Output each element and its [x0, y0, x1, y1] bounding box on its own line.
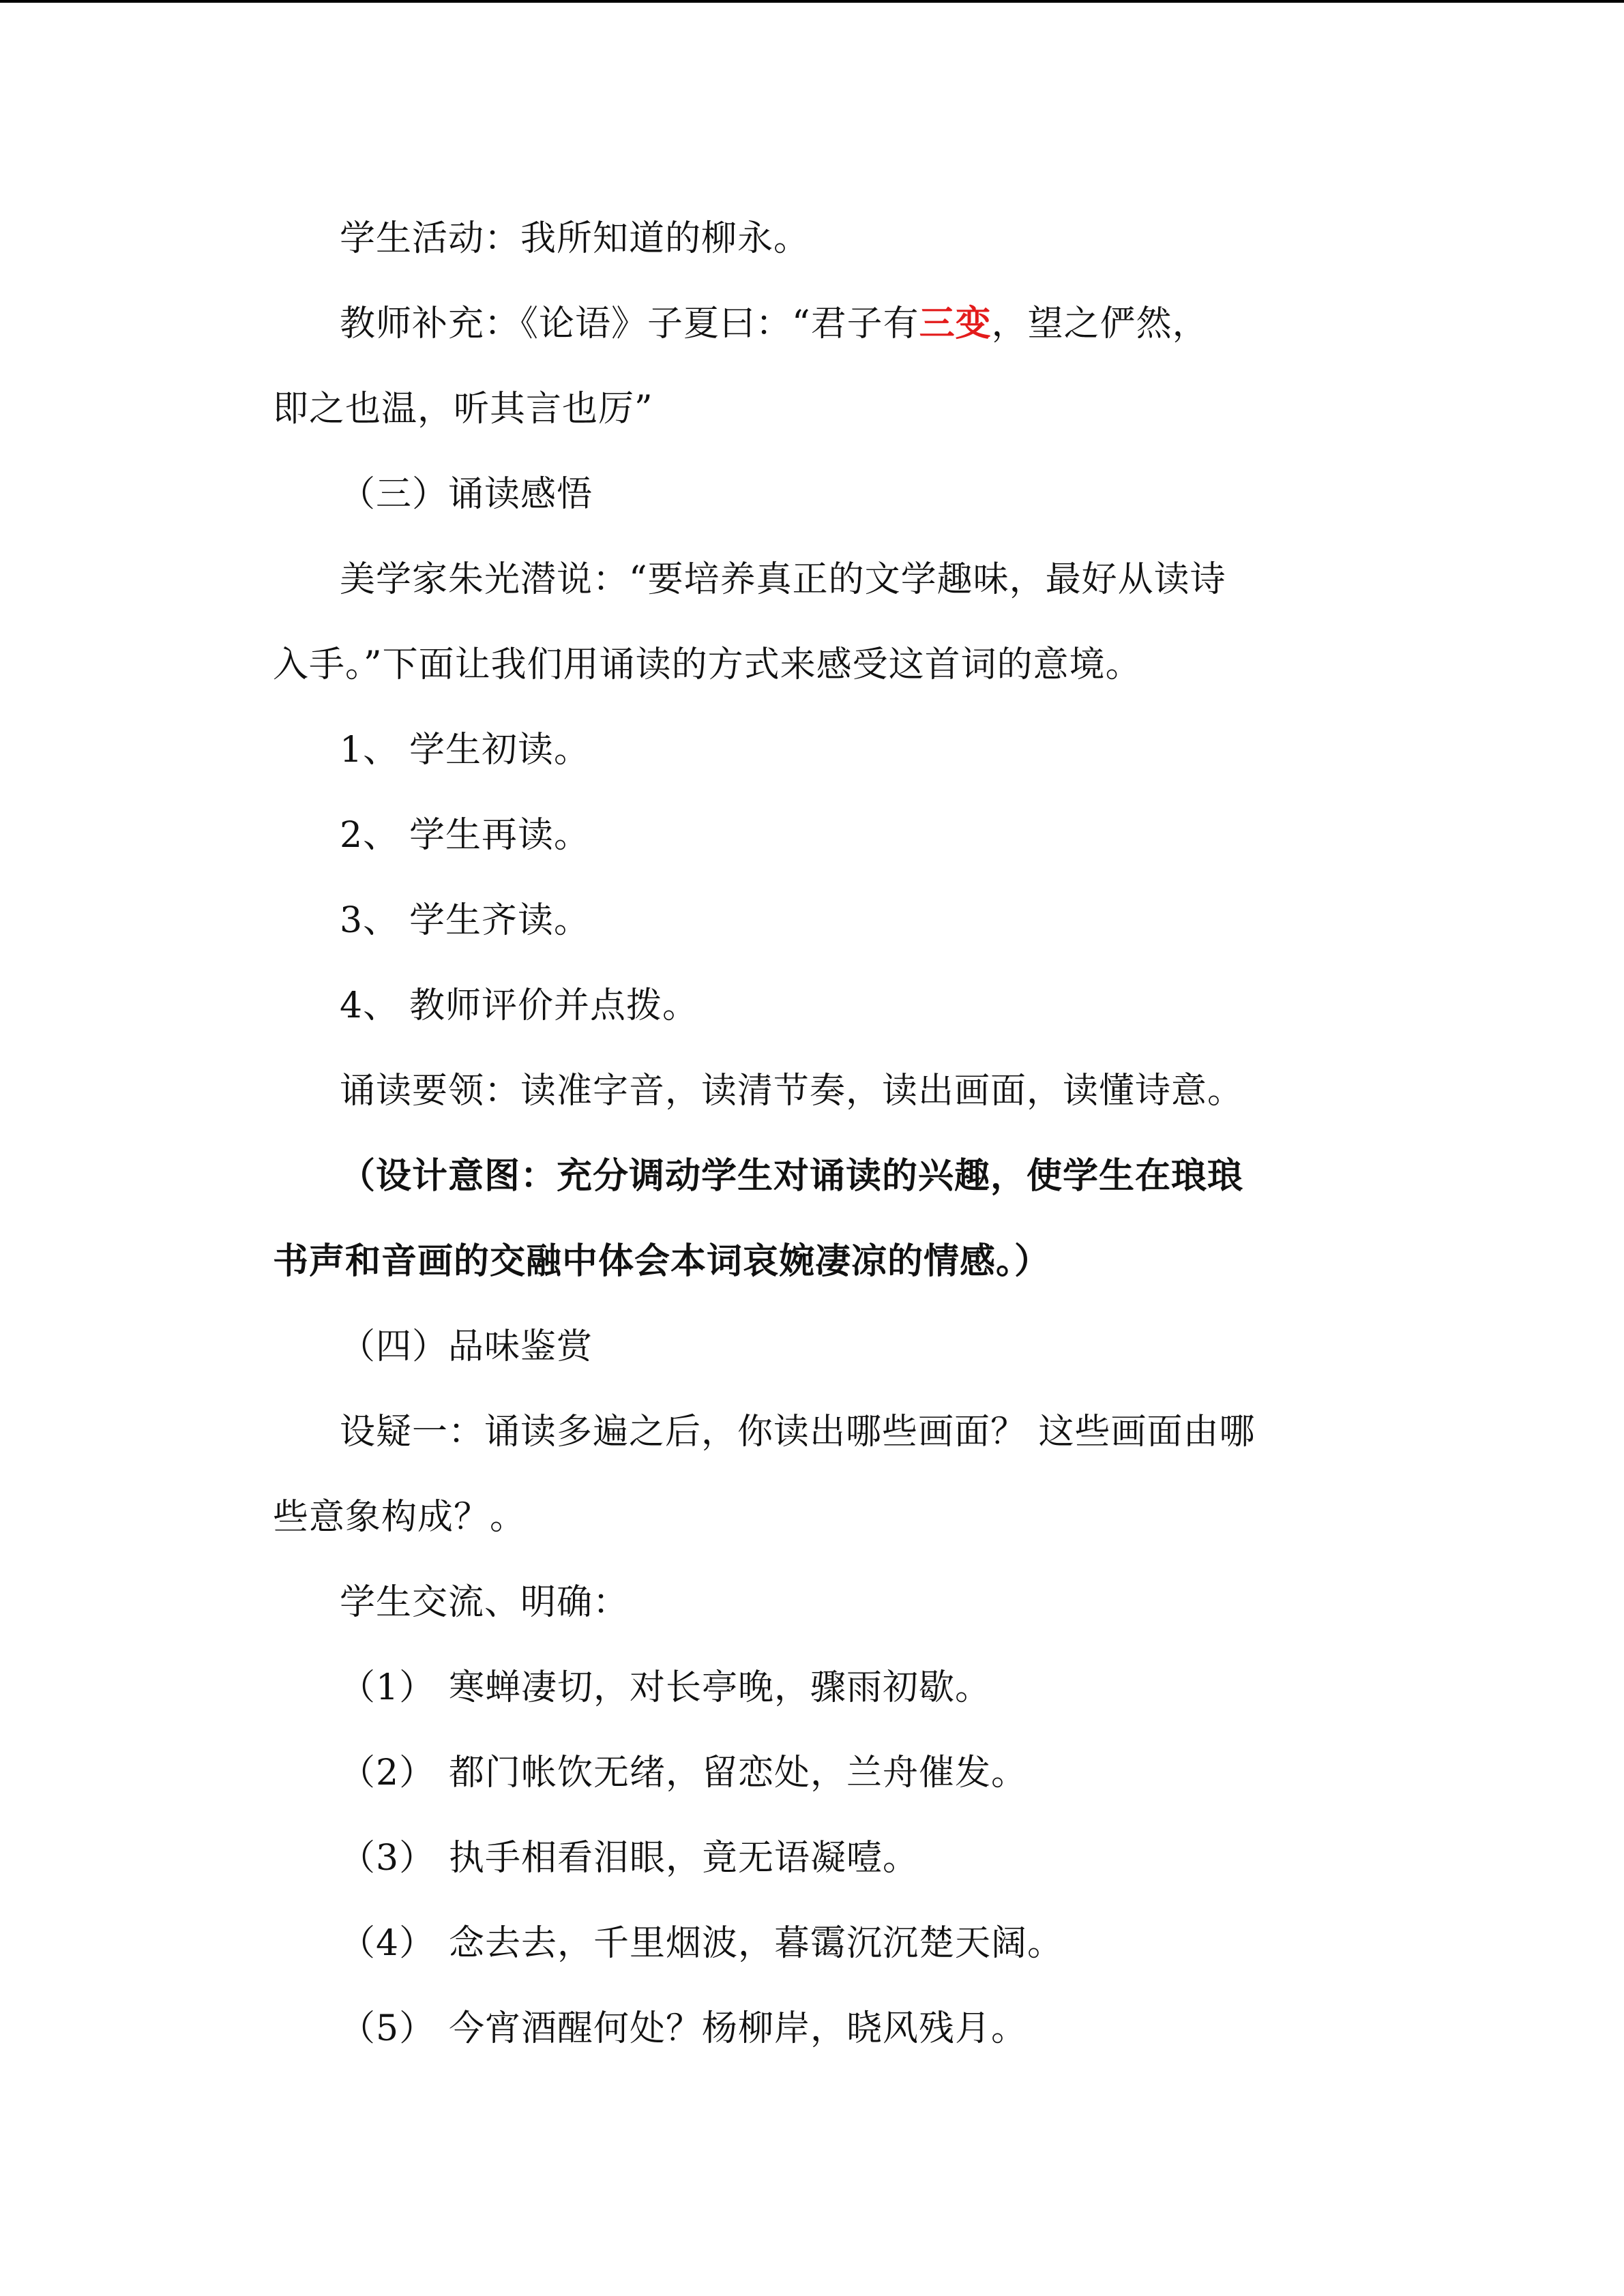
poem-line-4: （4） 念去去，千里烟波，暮霭沉沉楚天阔。 — [340, 1920, 1431, 1967]
heading-section-four: （四）品味鉴赏 — [340, 1326, 593, 1367]
line-student-exchange: 学生交流、明确： — [340, 1582, 630, 1623]
line-reading-essentials: 诵读要领：读准字音，读清节奏，读出画面，读懂诗意。 — [340, 1071, 1244, 1112]
highlight-san-bian: 三变 — [919, 303, 992, 344]
line-question-one-cont: 些意象构成？。 — [273, 1497, 527, 1538]
line-zhu-guangqian-quote: 美学家朱光潜说：“要培养真正的文学趣味，最好从读诗 — [340, 559, 1226, 600]
list-item-3: 3、 学生齐读。 — [340, 897, 1431, 944]
list-number: 1、 — [340, 730, 400, 771]
list-item-2: 2、 学生再读。 — [340, 811, 1431, 859]
line-zhu-guangqian-quote-cont: 入手。”下面让我们用诵读的方式来感受这首词的意境。 — [273, 644, 1142, 685]
list-number: （3） — [340, 1838, 436, 1879]
line-design-intent-cont: 书声和音画的交融中体会本词哀婉凄凉的情感。） — [273, 1240, 1051, 1282]
list-number: （1） — [340, 1667, 436, 1708]
list-number: （5） — [340, 2008, 436, 2049]
line-question-one: 设疑一：诵读多遍之后，你读出哪些画面？ 这些画面由哪 — [340, 1412, 1256, 1452]
line-teacher-supplement: 教师补充：《论语》子夏曰：“君子有三变，望之俨然， — [340, 303, 1209, 344]
list-number: （4） — [340, 1923, 436, 1964]
list-item-1: 1、 学生初读。 — [340, 726, 1431, 774]
line-design-intent: （设计意图：充分调动学生对诵读的兴趣，使学生在琅琅 — [340, 1155, 1244, 1197]
line-teacher-supplement-cont: 即之也温，听其言也厉” — [273, 389, 653, 430]
poem-line-1: （1） 寒蝉凄切，对长亭晚，骤雨初歇。 — [340, 1664, 1431, 1712]
poem-line-5: （5） 今宵酒醒何处？杨柳岸，晓风残月。 — [340, 2005, 1431, 2053]
heading-section-three: （三）诵读感悟 — [340, 474, 593, 515]
list-number: 3、 — [340, 900, 400, 941]
list-number: 4、 — [340, 985, 400, 1026]
list-number: 2、 — [340, 815, 400, 856]
list-item-4: 4、 教师评价并点拨。 — [340, 982, 1431, 1030]
line-student-activity: 学生活动：我所知道的柳永。 — [340, 218, 810, 259]
poem-line-2: （2） 都门帐饮无绪，留恋处，兰舟催发。 — [340, 1749, 1431, 1797]
list-number: （2） — [340, 1753, 436, 1793]
poem-line-3: （3） 执手相看泪眼，竟无语凝噎。 — [340, 1834, 1431, 1882]
